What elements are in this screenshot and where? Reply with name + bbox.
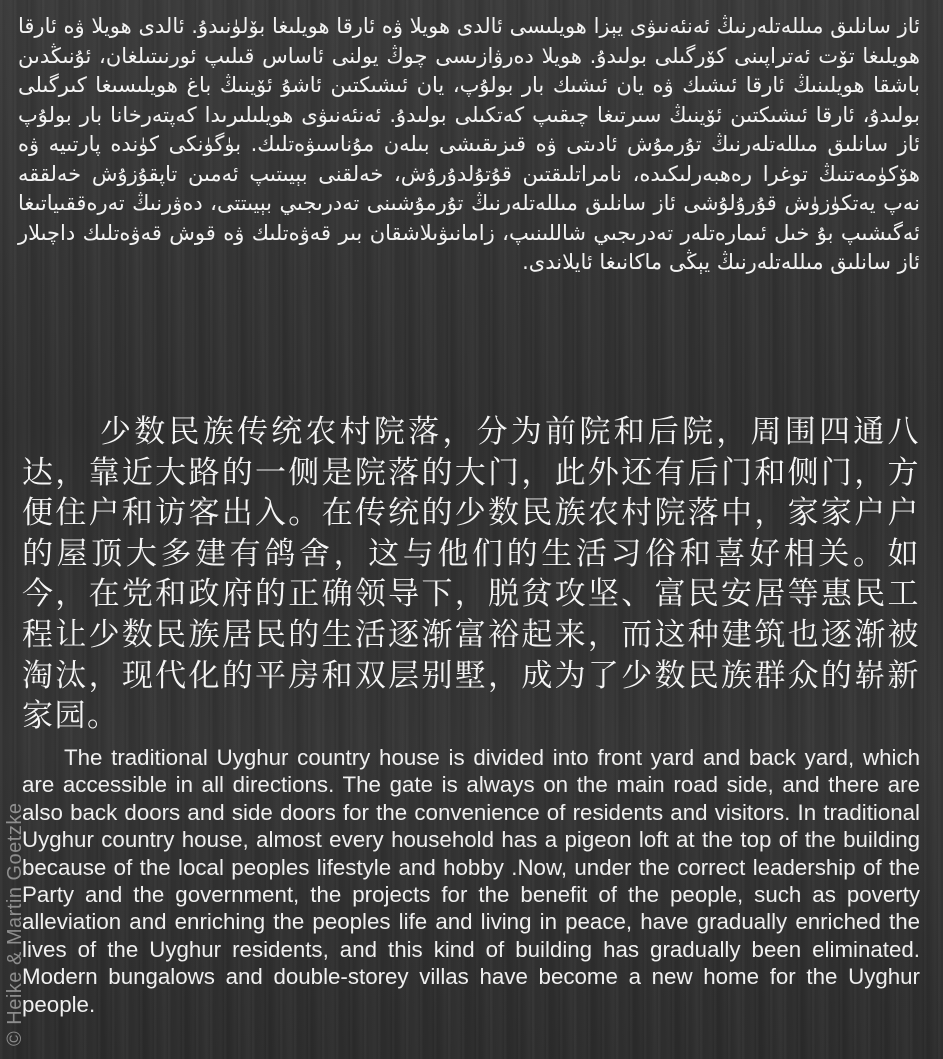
uyghur-text: ئاز سانلىق مىللەتلەرنىڭ ئەنئەنىۋى يېزا ھويلىسى ئالدى ھويلا ۋە ئارقا ھويلىغا بۆلۈنىدۇ. ئالدى ھويلا ۋە ئارقا ھويلىغا تۆت ئەتراپىنى كۆرگىلى بولىدۇ. ھويلا دەرۋازىسى چوڭ يولنى ئاساس قىلىپ ئورنىتىلغان، ئۇنىڭدىن باشقا ھويلىنىڭ ئارقا ئىشىك ۋە يان ئىشىك بار بولۇپ، يان ئىشىكتىن ئاشۇ ئۆينىڭ باغ ھويلىسىغا كىرگىلى بولىدۇ، ئارقا ئىشىكتىن ئۆينىڭ سىرتىغا چىقىپ كەتكىلى بولىدۇ. ئەنئەنىۋى ھويلىلىرىدا كەپتەرخانا بار بولۇپ ئاز سانلىق مىللەتلەرنىڭ تۇرمۇش ئادىتى ۋە قىزىقىشى بىلەن مۇناسىۋەتلىك. بۈگۈنكى كۈندە پارتىيە ۋە ھۆكۈمەتنىڭ توغرا رەھبەرلىكىدە، نامراتلىقتىن قۇتۇلدۇرۇش، خەلقنى بېيىتىپ ئەمىن تاپقۇزۇش خەلققە نەپ يەتكۈزۈش قۇرۇلۇشى ئاز سانلىق مىللەتلەرنىڭ تۇرمۇشىنى تەدرىجىي بېيىتتى، دەۋرنىڭ تەرەققىياتىغا ئەگىشىپ بۇ خىل ئىمارەتلەر تەدرىجىي شاللىنىپ، زامانىۋىلاشقان بىر قەۋەتلىك ۋە قوش قەۋەتلىك داچىلار ئاز سانلىق مىللەتلەرنىڭ يېڭى ماكانىغا ئايلاندى. — [18, 14, 920, 274]
uyghur-paragraph — [18, 12, 920, 278]
chinese-paragraph — [22, 412, 920, 737]
copyright-watermark: © Heike & Martin Goetzke — [4, 802, 26, 1046]
english-paragraph — [22, 744, 920, 1018]
english-text: The traditional Uyghur country house is divided into front yard and back yard, which are accessible in all directions. The gate is always on the main road side, and there are also back doors and side doors for the convenience of residents and visitors. In traditional Uyghur country house, almost every household has a pigeon loft at the top of the building because of the local peoples lifestyle and hobby .Now, under the correct leadership of the Party and the government, the projects for the benefit of the people, such as poverty alleviation and enriching the peoples life and living in peace, have gradually enriched the lives of the Uyghur residents, and this kind of building has gradually been eliminated. Modern bungalows and double-storey villas have become a new home for the Uyghur people. — [22, 745, 920, 1017]
chinese-text: 少数民族传统农村院落，分为前院和后院，周围四通八达，靠近大路的一侧是院落的大门，此外还有后门和侧门，方便住户和访客出入。在传统的少数民族农村院落中，家家户户的屋顶大多建有鸽舍，这与他们的生活习俗和喜好相关。如今，在党和政府的正确领导下，脱贫攻坚、富民安居等惠民工程让少数民族居民的生活逐渐富裕起来，而这种建筑也逐渐被淘汰，现代化的平房和双层别墅，成为了少数民族群众的崭新家园。 — [22, 414, 920, 735]
